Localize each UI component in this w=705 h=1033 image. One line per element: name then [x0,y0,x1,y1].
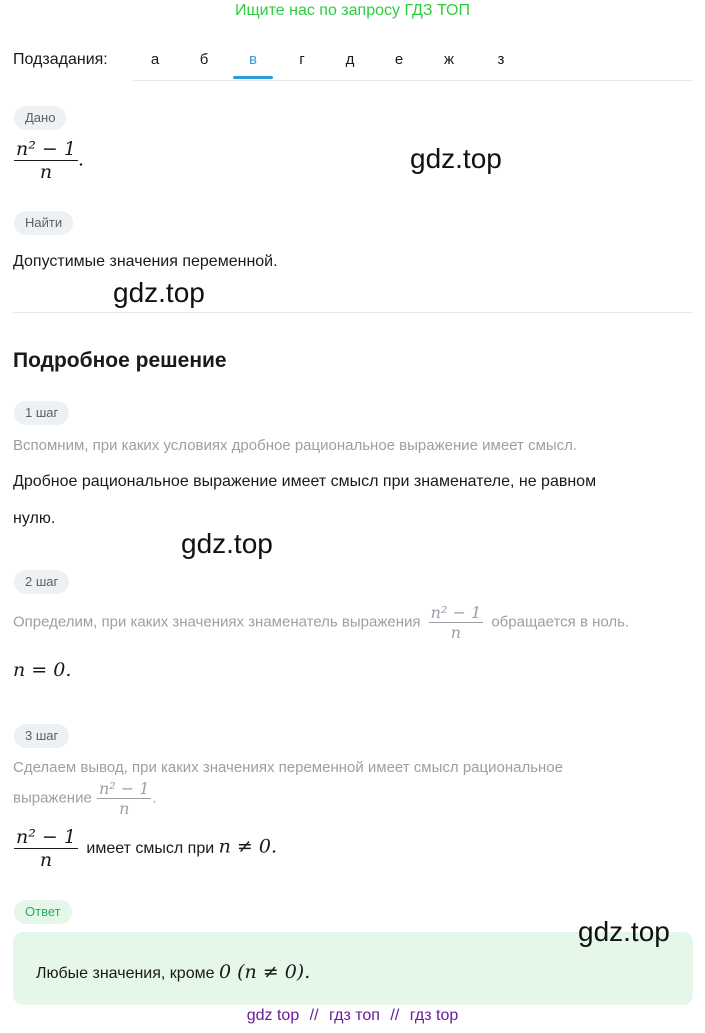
section-divider [13,312,693,313]
tab-a[interactable]: а [150,51,160,68]
step1-text-line2: нулю. [13,510,56,527]
footer-separator: // [309,1007,319,1024]
step3-hint-fraction [97,779,151,818]
step3-pill: 3 шаг [14,724,69,748]
answer-content [36,961,310,983]
step2-pill: 2 шаг [14,570,69,594]
answer-pill: Ответ [14,900,72,924]
footer-link-gdz-top-mixed[interactable]: гдз top [409,1007,459,1024]
footer-separator: // [390,1007,400,1024]
step3-result-denominator: n [39,849,53,871]
step1-hint: Вспомним, при каких условиях дробное рациональное выражение имеет смысл. [13,437,578,454]
given-suffix: . [77,148,84,171]
find-pill: Найти [14,211,73,235]
answer-math: 0 (n ≠ 0). [218,961,311,983]
step2-hint [13,603,629,642]
tab-zh[interactable]: ж [443,51,455,68]
watermark: gdz.top [181,528,273,559]
solution-title: Подробное решение [13,349,227,372]
step3-result-math: n ≠ 0. [218,835,277,858]
step3-hint-denominator: n [119,799,130,818]
tab-g[interactable]: г [299,51,305,68]
active-tab-indicator [233,76,273,79]
watermark: gdz.top [113,277,205,308]
subtask-tabs [133,40,693,81]
step3-result-fraction [14,826,78,871]
watermark: gdz.top [578,916,670,947]
step3-hint-prefix: выражение [13,789,92,807]
given-denominator: n [39,161,53,183]
given-numerator: n² − 1 [16,138,76,160]
tab-b[interactable]: б [199,51,209,68]
subtasks-label: Подзадания: [13,51,108,68]
step2-denominator: n [450,623,462,642]
step3-hint-numerator: n² − 1 [99,779,150,798]
step1-pill: 1 шаг [14,401,69,425]
given-expression [14,138,84,183]
step3-result-numerator: n² − 1 [16,826,76,848]
step3-result-text: имеет смысл при [86,839,215,857]
step2-numerator: n² − 1 [430,603,482,622]
step1-text-line1: Дробное рациональное выражение имеет смысл при знаменателе, не равном [13,473,597,490]
step2-fraction [429,603,483,642]
search-hint-banner: Ищите нас по запросу ГДЗ ТОП [235,2,470,19]
step2-result: n = 0. [13,659,72,681]
given-pill: Дано [14,106,66,130]
find-text: Допустимые значения переменной. [13,253,278,270]
watermark: gdz.top [410,143,502,174]
tab-z[interactable]: з [497,51,505,68]
step3-hint-line2 [13,779,157,818]
step2-hint-before: Определим, при каких значениях знаменатель выражения [13,613,421,631]
footer-link-gdz-top-ru[interactable]: гдз топ [329,1007,380,1024]
tab-e[interactable]: е [394,51,404,68]
tab-d[interactable]: д [345,51,355,68]
step3-hint-suffix: . [152,789,157,807]
step3-result [14,826,277,871]
tab-v[interactable]: в [249,51,257,68]
step2-hint-after: обращается в ноль. [491,613,630,631]
footer-links [0,1007,705,1025]
answer-text: Любые значения, кроме [36,965,215,982]
footer-link-gdz-top[interactable]: gdz top [246,1007,300,1024]
step3-hint-line1: Сделаем вывод, при каких значениях переменной имеет смысл рациональное [13,759,563,776]
